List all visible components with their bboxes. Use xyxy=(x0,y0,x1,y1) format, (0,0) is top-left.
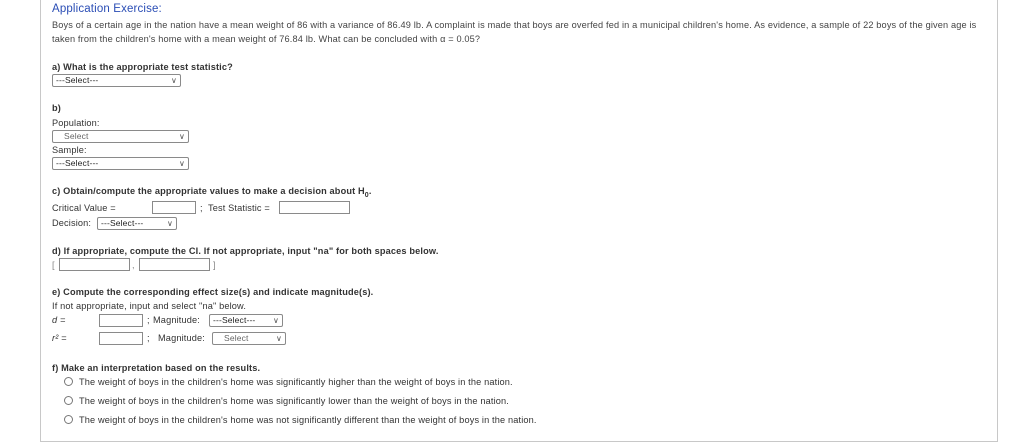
test-statistic-label: Test Statistic = xyxy=(208,203,270,213)
ci-upper-input[interactable] xyxy=(139,258,210,271)
r-squared-magnitude-select-value: Select xyxy=(224,333,249,343)
decision-select-value: ---Select--- xyxy=(101,218,144,228)
part-c-label-text: c) Obtain/compute the appropriate values to make a decision about H xyxy=(52,186,365,196)
d-magnitude-select[interactable] xyxy=(209,314,283,327)
interpretation-option-higher[interactable]: The weight of boys in the children's home was significantly higher than the weight of boys in the nation. xyxy=(79,377,513,387)
interpretation-option-lower[interactable]: The weight of boys in the children's home was significantly lower than the weight of boys in the nation. xyxy=(79,396,510,406)
chevron-down-icon: ∨ xyxy=(178,132,185,141)
test-statistic-select-value: ---Select--- xyxy=(56,75,99,85)
chevron-down-icon: ∨ xyxy=(166,219,173,228)
r-squared-label: r² = xyxy=(52,333,67,343)
interpretation-radio-lower[interactable] xyxy=(64,396,73,405)
sample-select-value: ---Select--- xyxy=(56,158,99,168)
population-select[interactable] xyxy=(52,130,189,143)
interpretation-radio-not-different[interactable] xyxy=(64,415,73,424)
decision-label: Decision: xyxy=(52,218,92,228)
problem-statement: Boys of a certain age in the nation have a mean weight of 86 with a variance of 86.49 lb. A complaint is made that boys are overfed fed in a municipal children's home. As evidence, a sample of 22 boys of the given age is taken from the children's home with a mean weight of 76.84 lb. What can be concluded with α = 0.05? xyxy=(52,20,977,44)
d-magnitude-select-value: ---Select--- xyxy=(213,315,256,325)
population-select-value: Select xyxy=(64,131,89,141)
chevron-down-icon: ∨ xyxy=(272,316,279,325)
chevron-down-icon: ∨ xyxy=(170,76,177,85)
decision-select[interactable] xyxy=(97,217,177,230)
part-f-label: f) Make an interpretation based on the results. xyxy=(52,363,261,373)
d-label: d = xyxy=(52,315,66,325)
sample-select[interactable] xyxy=(52,157,189,170)
part-e-note: If not appropriate, input and select "na" below. xyxy=(52,301,247,311)
ci-lower-input[interactable] xyxy=(59,258,130,271)
exercise-content xyxy=(52,2,988,425)
critical-value-input[interactable] xyxy=(152,201,196,214)
interpretation-option-not-different[interactable]: The weight of boys in the children's home was not significantly different than the weight of boys in the nation. xyxy=(79,415,537,425)
ci-close-bracket: ] xyxy=(213,260,216,270)
test-statistic-input[interactable] xyxy=(279,201,350,214)
exercise-title: Application Exercise: xyxy=(52,3,162,15)
r-squared-magnitude-select[interactable] xyxy=(212,332,286,345)
interpretation-radio-higher[interactable] xyxy=(64,377,73,386)
population-label: Population: xyxy=(52,118,100,128)
part-c-label xyxy=(52,184,372,203)
r-squared-input[interactable] xyxy=(99,332,143,345)
test-statistic-select[interactable] xyxy=(52,74,181,87)
part-a-label: a) What is the appropriate test statistic? xyxy=(52,62,233,72)
exercise-panel xyxy=(40,0,998,442)
critical-value-label: Critical Value = xyxy=(52,203,116,213)
cohens-d-input[interactable] xyxy=(99,314,143,327)
ci-open-bracket: [ xyxy=(52,260,55,270)
part-c-label-end: . xyxy=(368,186,372,196)
sample-label: Sample: xyxy=(52,145,87,155)
r-squared-magnitude-label: Magnitude: xyxy=(158,333,205,343)
part-d-label: d) If appropriate, compute the CI. If not appropriate, input "na" for both spaces below. xyxy=(52,246,439,256)
part-c-label-subscript: 0 xyxy=(364,191,369,199)
separator: ; xyxy=(200,203,203,213)
d-magnitude-label: Magnitude: xyxy=(153,315,200,325)
separator: ; xyxy=(147,333,150,343)
ci-comma: , xyxy=(132,260,135,270)
chevron-down-icon: ∨ xyxy=(275,334,282,343)
separator: ; xyxy=(147,315,150,325)
part-e-label: e) Compute the corresponding effect size(s) and indicate magnitude(s). xyxy=(52,287,374,297)
chevron-down-icon: ∨ xyxy=(178,159,185,168)
part-b-label: b) xyxy=(52,103,61,113)
